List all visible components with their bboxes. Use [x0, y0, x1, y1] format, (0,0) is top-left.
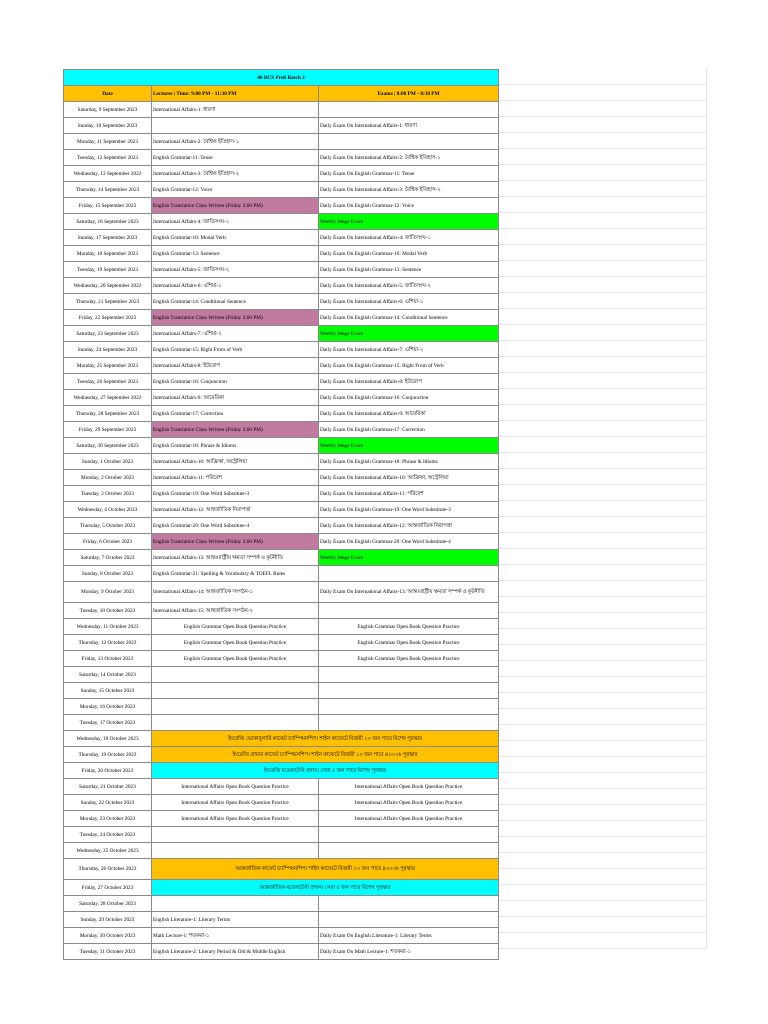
cell-exam[interactable]: [319, 896, 499, 912]
cell-exam[interactable]: Daily Exam On International Affairs-6: এশিয়া-১: [319, 294, 499, 310]
cell-exam[interactable]: [319, 843, 499, 859]
cell-lecture[interactable]: English Grammar-16: Conjunction: [152, 374, 319, 390]
cell-date[interactable]: Monday, 2 October 2023: [64, 470, 152, 486]
cell-date[interactable]: Sunday, 8 October 2023: [64, 566, 152, 582]
table-title-row: [64, 70, 499, 86]
cell-exam[interactable]: Daily Exam On English Grammar-12: Voice: [319, 198, 499, 214]
cell-lecture[interactable]: [152, 118, 319, 134]
cell-lecture[interactable]: [152, 715, 319, 731]
cell-exam[interactable]: Daily Exam On International Affairs-11: পরিবেশ: [319, 486, 499, 502]
table-row: [64, 651, 499, 667]
table-row: [64, 859, 499, 880]
cell-lecture[interactable]: International Affairs-14: আন্তর্জাতিক সংগঠন-১: [152, 582, 319, 603]
cell-exam[interactable]: Daily Exam On Math Lecture-1: শতকরা-১: [319, 944, 499, 960]
table-row: [64, 603, 499, 619]
table-row: [64, 326, 499, 342]
cell-lecture[interactable]: International Affairs-5: জাতিসংঘ-২: [152, 262, 319, 278]
cell-date[interactable]: Sunday, 24 September 2023: [64, 342, 152, 358]
cell-date[interactable]: Thursday, 19 October 2023: [64, 747, 152, 763]
table-row: [64, 779, 499, 795]
table-row: [64, 102, 499, 118]
cell-lecture[interactable]: International Affairs Open Book Question Practice: [152, 795, 319, 811]
cell-lecture[interactable]: English Translation Class Written (Friday 3:00 PM): [152, 310, 319, 326]
table-row: [64, 470, 499, 486]
table-row: [64, 486, 499, 502]
cell-date[interactable]: Saturday, 9 September 2023: [64, 102, 152, 118]
table-row: [64, 310, 499, 326]
table-row: [64, 896, 499, 912]
table-row: [64, 635, 499, 651]
cell-date[interactable]: Tuesday, 3 October 2023: [64, 486, 152, 502]
table-row: [64, 134, 499, 150]
cell-lecture[interactable]: English Translation Class Written (Friday 3:00 PM): [152, 422, 319, 438]
cell-exam[interactable]: [319, 827, 499, 843]
cell-exam[interactable]: International Affairs Open Book Question Practice: [319, 795, 499, 811]
cell-exam[interactable]: Daily Exam On English Grammar-14: Conditional Sentence: [319, 310, 499, 326]
header-row: [64, 86, 499, 102]
table-row: [64, 438, 499, 454]
cell-event-banner[interactable]: ইংরেজি ভোকাবুলারি কাফেট চ্যাম্পিয়নশিপ। শাইন কাফেটে বিজয়ী ১০ জন পাবে বিশেষ পুরস্কার: [152, 731, 499, 747]
cell-lecture[interactable]: International Affairs-13: আন্তঃরাষ্ট্রীয় ক্ষমতা সম্পর্ক ও কূটনীতি: [152, 550, 319, 566]
cell-lecture[interactable]: English Literature-2: Literary Period & Old & Middle English: [152, 944, 319, 960]
table-row: [64, 912, 499, 928]
cell-lecture[interactable]: International Affairs-12: আন্তর্জাতিক নিরাপত্তা: [152, 502, 319, 518]
cell-lecture[interactable]: International Affairs-9: আমেরিকা: [152, 390, 319, 406]
schedule-table: [63, 69, 499, 960]
cell-date[interactable]: Saturday, 23 September 2023: [64, 326, 152, 342]
table-row: [64, 811, 499, 827]
cell-date[interactable]: Monday, 9 October 2023: [64, 582, 152, 603]
cell-exam[interactable]: Daily Exam On English Grammar-15: Right From of Verb: [319, 358, 499, 374]
cell-exam[interactable]: [319, 912, 499, 928]
cell-date[interactable]: Friday, 29 September 2023: [64, 422, 152, 438]
cell-date[interactable]: Tuesday, 31 October 2023: [64, 944, 152, 960]
cell-lecture[interactable]: English Grammar-10: Modal Verb: [152, 230, 319, 246]
cell-date[interactable]: Wednesday, 13 September 2023: [64, 166, 152, 182]
cell-exam[interactable]: English Grammar Open Book Question Practice: [319, 635, 499, 651]
cell-exam[interactable]: Daily Exam On International Affairs-10: আফ্রিকা, অস্ট্রেলিয়া: [319, 470, 499, 486]
cell-lecture[interactable]: International Affairs-7: এশিয়া-২: [152, 326, 319, 342]
table-row: [64, 715, 499, 731]
cell-date[interactable]: Saturday, 30 September 2023: [64, 438, 152, 454]
cell-lecture[interactable]: International Affairs-10: আফ্রিকা, অস্ট্রেলিয়া: [152, 454, 319, 470]
cell-exam[interactable]: English Grammar Open Book Question Practice: [319, 619, 499, 635]
cell-lecture[interactable]: [152, 827, 319, 843]
cell-date[interactable]: Sunday, 29 October 2023: [64, 912, 152, 928]
cell-exam[interactable]: Daily Exam On English Grammar-16: Conjunction: [319, 390, 499, 406]
cell-date[interactable]: Thursday, 21 September 2023: [64, 294, 152, 310]
table-row: [64, 619, 499, 635]
cell-date[interactable]: Wednesday, 11 October 2023: [64, 619, 152, 635]
cell-lecture[interactable]: International Affairs-6: এশিয়া-১: [152, 278, 319, 294]
cell-lecture[interactable]: [152, 699, 319, 715]
cell-lecture[interactable]: International Affairs-8: ইউরোপ: [152, 358, 319, 374]
cell-date[interactable]: Sunday, 15 October 2023: [64, 683, 152, 699]
cell-date[interactable]: Tuesday, 12 September 2023: [64, 150, 152, 166]
cell-exam[interactable]: Daily Exam On International Affairs-3: বৈশ্বিক ইতিহাস-২: [319, 182, 499, 198]
cell-exam[interactable]: Daily Exam On International Affairs-1: ধারণা: [319, 118, 499, 134]
cell-event-banner[interactable]: ইংরেজি মডেলটেস্ট প্রদান। সেরা ৫ জন পাবে বিশেষ পুরস্কার: [152, 763, 499, 779]
cell-exam[interactable]: Daily Exam On English Grammar-17: Correction: [319, 422, 499, 438]
table-row: [64, 358, 499, 374]
table-row: [64, 390, 499, 406]
cell-date[interactable]: Wednesday, 25 October 2023: [64, 843, 152, 859]
cell-lecture[interactable]: English Grammar-18: Phrase & Idioms: [152, 438, 319, 454]
cell-exam[interactable]: Daily Exam On International Affairs-12: আন্তর্জাতিক নিরাপত্তা: [319, 518, 499, 534]
cell-date[interactable]: Wednesday, 20 September 2023: [64, 278, 152, 294]
table-row: [64, 582, 499, 603]
cell-lecture[interactable]: English Grammar-14: Conditional Sentence: [152, 294, 319, 310]
cell-date[interactable]: Thursday, 5 October 2023: [64, 518, 152, 534]
cell-date[interactable]: Friday, 22 September 2023: [64, 310, 152, 326]
cell-lecture[interactable]: English Translation Class Written (Friday 3:00 PM): [152, 198, 319, 214]
cell-date[interactable]: Saturday, 14 October 2023: [64, 667, 152, 683]
cell-exam[interactable]: [319, 566, 499, 582]
cell-exam[interactable]: International Affairs Open Book Question Practice: [319, 811, 499, 827]
cell-date[interactable]: Monday, 18 September 2023: [64, 246, 152, 262]
cell-exam[interactable]: [319, 667, 499, 683]
cell-event-banner[interactable]: আন্তর্জাতিক মডেলটেস্ট প্রদান। সেরা ৫ জন পাবে বিশেষ পুরস্কার: [152, 880, 499, 896]
cell-lecture[interactable]: International Affairs-11: পরিবেশ: [152, 470, 319, 486]
table-row: [64, 763, 499, 779]
cell-exam[interactable]: Daily Exam On International Affairs-7: এশিয়া-২: [319, 342, 499, 358]
cell-exam[interactable]: Daily Exam On International Affairs-13: আন্তঃরাষ্ট্রীয় ক্ষমতা সম্পর্ক ও কূটনীতি: [319, 582, 499, 603]
table-row: [64, 118, 499, 134]
cell-lecture[interactable]: English Grammar Open Book Question Practice: [152, 635, 319, 651]
table-row: [64, 374, 499, 390]
cell-exam[interactable]: Daily Exam On International Affairs-4: জাতিসংঘ-১: [319, 230, 499, 246]
cell-lecture[interactable]: International Affairs-1: ধারণা: [152, 102, 319, 118]
table-row: [64, 699, 499, 715]
cell-date[interactable]: Friday, 15 September 2023: [64, 198, 152, 214]
cell-lecture[interactable]: [152, 683, 319, 699]
table-row: [64, 182, 499, 198]
cell-exam[interactable]: Weekly Mega Exam: [319, 438, 499, 454]
header-lectures[interactable]: Lectures | Time: 9:00 PM - 11:30 PM: [152, 86, 319, 102]
cell-lecture[interactable]: International Affairs-2: বৈশ্বিক ইতিহাস-১: [152, 134, 319, 150]
cell-date[interactable]: Monday, 23 October 2023: [64, 811, 152, 827]
table-row: [64, 502, 499, 518]
cell-date[interactable]: Saturday, 16 September 2023: [64, 214, 152, 230]
cell-exam[interactable]: Daily Exam On International Affairs-2: বৈশ্বিক ইতিহাস-১: [319, 150, 499, 166]
cell-exam[interactable]: Daily Exam On English Grammar-11: Tense: [319, 166, 499, 182]
table-row: [64, 214, 499, 230]
header-date[interactable]: Date: [64, 86, 152, 102]
cell-lecture[interactable]: English Grammar-13: Sentence: [152, 246, 319, 262]
cell-date[interactable]: Tuesday, 17 October 2023: [64, 715, 152, 731]
cell-date[interactable]: Friday, 13 October 2023: [64, 651, 152, 667]
table-row: [64, 166, 499, 182]
cell-date[interactable]: Thursday, 14 September 2023: [64, 182, 152, 198]
table-row: [64, 342, 499, 358]
table-row: [64, 246, 499, 262]
cell-exam[interactable]: Daily Exam On English Grammar-13: Sentence: [319, 262, 499, 278]
cell-lecture[interactable]: [152, 896, 319, 912]
cell-date[interactable]: Thursday, 12 October 2023: [64, 635, 152, 651]
table-row: [64, 198, 499, 214]
cell-date[interactable]: Sunday, 10 September 2023: [64, 118, 152, 134]
cell-lecture[interactable]: English Translation Class Written (Friday 3:00 PM): [152, 534, 319, 550]
cell-lecture[interactable]: English Grammar-17: Correction: [152, 406, 319, 422]
cell-date[interactable]: Friday, 27 October 2023: [64, 880, 152, 896]
table-row: [64, 550, 499, 566]
cell-exam[interactable]: Daily Exam On English Literature-1: Literary Terms: [319, 928, 499, 944]
cell-exam[interactable]: Daily Exam On International Affairs-9: আমেরিকা: [319, 406, 499, 422]
cell-date[interactable]: Saturday, 21 October 2023: [64, 779, 152, 795]
cell-exam[interactable]: [319, 699, 499, 715]
cell-lecture[interactable]: English Grammar Open Book Question Practice: [152, 651, 319, 667]
cell-exam[interactable]: Weekly Mega Exam: [319, 550, 499, 566]
table-row: [64, 928, 499, 944]
table-title[interactable]: 46 BCS Preli Batch 2: [64, 70, 499, 86]
cell-exam[interactable]: Weekly Mega Exam: [319, 326, 499, 342]
cell-lecture[interactable]: English Grammar-11: Tense: [152, 150, 319, 166]
cell-date[interactable]: Tuesday, 26 September 2023: [64, 374, 152, 390]
cell-exam[interactable]: [319, 102, 499, 118]
table-row: [64, 683, 499, 699]
cell-date[interactable]: Tuesday, 24 October 2023: [64, 827, 152, 843]
table-row: [64, 150, 499, 166]
table-row: [64, 422, 499, 438]
cell-date[interactable]: Friday, 20 October 2023: [64, 763, 152, 779]
table-row: [64, 667, 499, 683]
cell-date[interactable]: Saturday, 7 October 2023: [64, 550, 152, 566]
cell-date[interactable]: Monday, 11 September 2023: [64, 134, 152, 150]
cell-lecture[interactable]: [152, 843, 319, 859]
empty-grid-columns: [498, 69, 707, 949]
cell-date[interactable]: Saturday, 28 October 2023: [64, 896, 152, 912]
table-row: [64, 843, 499, 859]
cell-exam[interactable]: Daily Exam On English Grammar-20: One Word Substitute-4: [319, 534, 499, 550]
cell-lecture[interactable]: International Affairs Open Book Question Practice: [152, 779, 319, 795]
cell-date[interactable]: Monday, 25 September 2023: [64, 358, 152, 374]
cell-lecture[interactable]: English Grammar-21: Spelling & Vocabulary & TOEFL Rules: [152, 566, 319, 582]
cell-date[interactable]: Monday, 30 October 2023: [64, 928, 152, 944]
cell-exam[interactable]: Daily Exam On English Grammar-18: Phrase & Idioms: [319, 454, 499, 470]
cell-lecture[interactable]: English Grammar-12: Voice: [152, 182, 319, 198]
cell-lecture[interactable]: English Grammar-15: Right From of Verb: [152, 342, 319, 358]
cell-date[interactable]: Wednesday, 27 September 2023: [64, 390, 152, 406]
cell-date[interactable]: Wednesday, 4 October 2023: [64, 502, 152, 518]
cell-lecture[interactable]: International Affairs-3: বৈশ্বিক ইতিহাস-২: [152, 166, 319, 182]
cell-event-banner[interactable]: ইংরেজি গ্রামার কাফেট চ্যাম্পিয়নশিপ। শাইন কাফেটে বিজয়ী ১০ জন পাবে ৪০০০৳ পুরস্কার: [152, 747, 499, 763]
cell-lecture[interactable]: International Affairs-15: আন্তর্জাতিক সংগঠন-২: [152, 603, 319, 619]
cell-exam[interactable]: Daily Exam On International Affairs-8: ইউরোপ: [319, 374, 499, 390]
cell-exam[interactable]: Weekly Mega Exam: [319, 214, 499, 230]
cell-date[interactable]: Sunday, 1 October 2023: [64, 454, 152, 470]
table-row: [64, 747, 499, 763]
header-exams[interactable]: Exams | 8:00 PM - 8:30 PM: [319, 86, 499, 102]
table-row: [64, 795, 499, 811]
table-row: [64, 454, 499, 470]
cell-lecture[interactable]: English Literature-1: Literary Terms: [152, 912, 319, 928]
cell-event-banner[interactable]: আন্তর্জাতিক কাফেট চ্যাম্পিয়নশিপ। শাইন কাফেটে বিজয়ী ১০ জন পাবে ৪০০০৳ পুরস্কার: [152, 859, 499, 880]
cell-exam[interactable]: Daily Exam On English Grammar-19: One Word Substitute-3: [319, 502, 499, 518]
cell-date[interactable]: Thursday, 26 October 2023: [64, 859, 152, 880]
table-row: [64, 731, 499, 747]
table-row: [64, 278, 499, 294]
cell-date[interactable]: Wednesday, 18 October 2023: [64, 731, 152, 747]
table-row: [64, 406, 499, 422]
table-row: [64, 262, 499, 278]
cell-lecture[interactable]: International Affairs Open Book Question Practice: [152, 811, 319, 827]
cell-exam[interactable]: [319, 134, 499, 150]
cell-date[interactable]: Sunday, 17 September 2023: [64, 230, 152, 246]
cell-lecture[interactable]: English Grammar-20: One Word Substitute-4: [152, 518, 319, 534]
cell-exam[interactable]: [319, 683, 499, 699]
cell-date[interactable]: Tuesday, 10 October 2023: [64, 603, 152, 619]
table-row: [64, 518, 499, 534]
table-row: [64, 534, 499, 550]
cell-exam[interactable]: Daily Exam On International Affairs-5: জাতিসংঘ-২: [319, 278, 499, 294]
table-row: [64, 566, 499, 582]
cell-exam[interactable]: [319, 715, 499, 731]
table-row: [64, 294, 499, 310]
table-row: [64, 230, 499, 246]
cell-date[interactable]: Friday, 6 October 2023: [64, 534, 152, 550]
cell-lecture[interactable]: Math Lecture-1: শতকরা-১: [152, 928, 319, 944]
cell-date[interactable]: Monday, 16 October 2023: [64, 699, 152, 715]
cell-lecture[interactable]: [152, 667, 319, 683]
cell-lecture[interactable]: International Affairs-4: জাতিসংঘ-১: [152, 214, 319, 230]
cell-exam[interactable]: [319, 603, 499, 619]
cell-lecture[interactable]: English Grammar Open Book Question Practice: [152, 619, 319, 635]
cell-exam[interactable]: Daily Exam On English Grammar-10: Modal Verb: [319, 246, 499, 262]
table-row: [64, 880, 499, 896]
cell-lecture[interactable]: English Grammar-19: One Word Substitute-3: [152, 486, 319, 502]
cell-date[interactable]: Thursday, 28 September 2023: [64, 406, 152, 422]
cell-date[interactable]: Tuesday, 19 September 2023: [64, 262, 152, 278]
table-row: [64, 827, 499, 843]
table-row: [64, 944, 499, 960]
cell-exam[interactable]: English Grammar Open Book Question Practice: [319, 651, 499, 667]
cell-date[interactable]: Sunday, 22 October 2023: [64, 795, 152, 811]
cell-exam[interactable]: International Affairs Open Book Question Practice: [319, 779, 499, 795]
